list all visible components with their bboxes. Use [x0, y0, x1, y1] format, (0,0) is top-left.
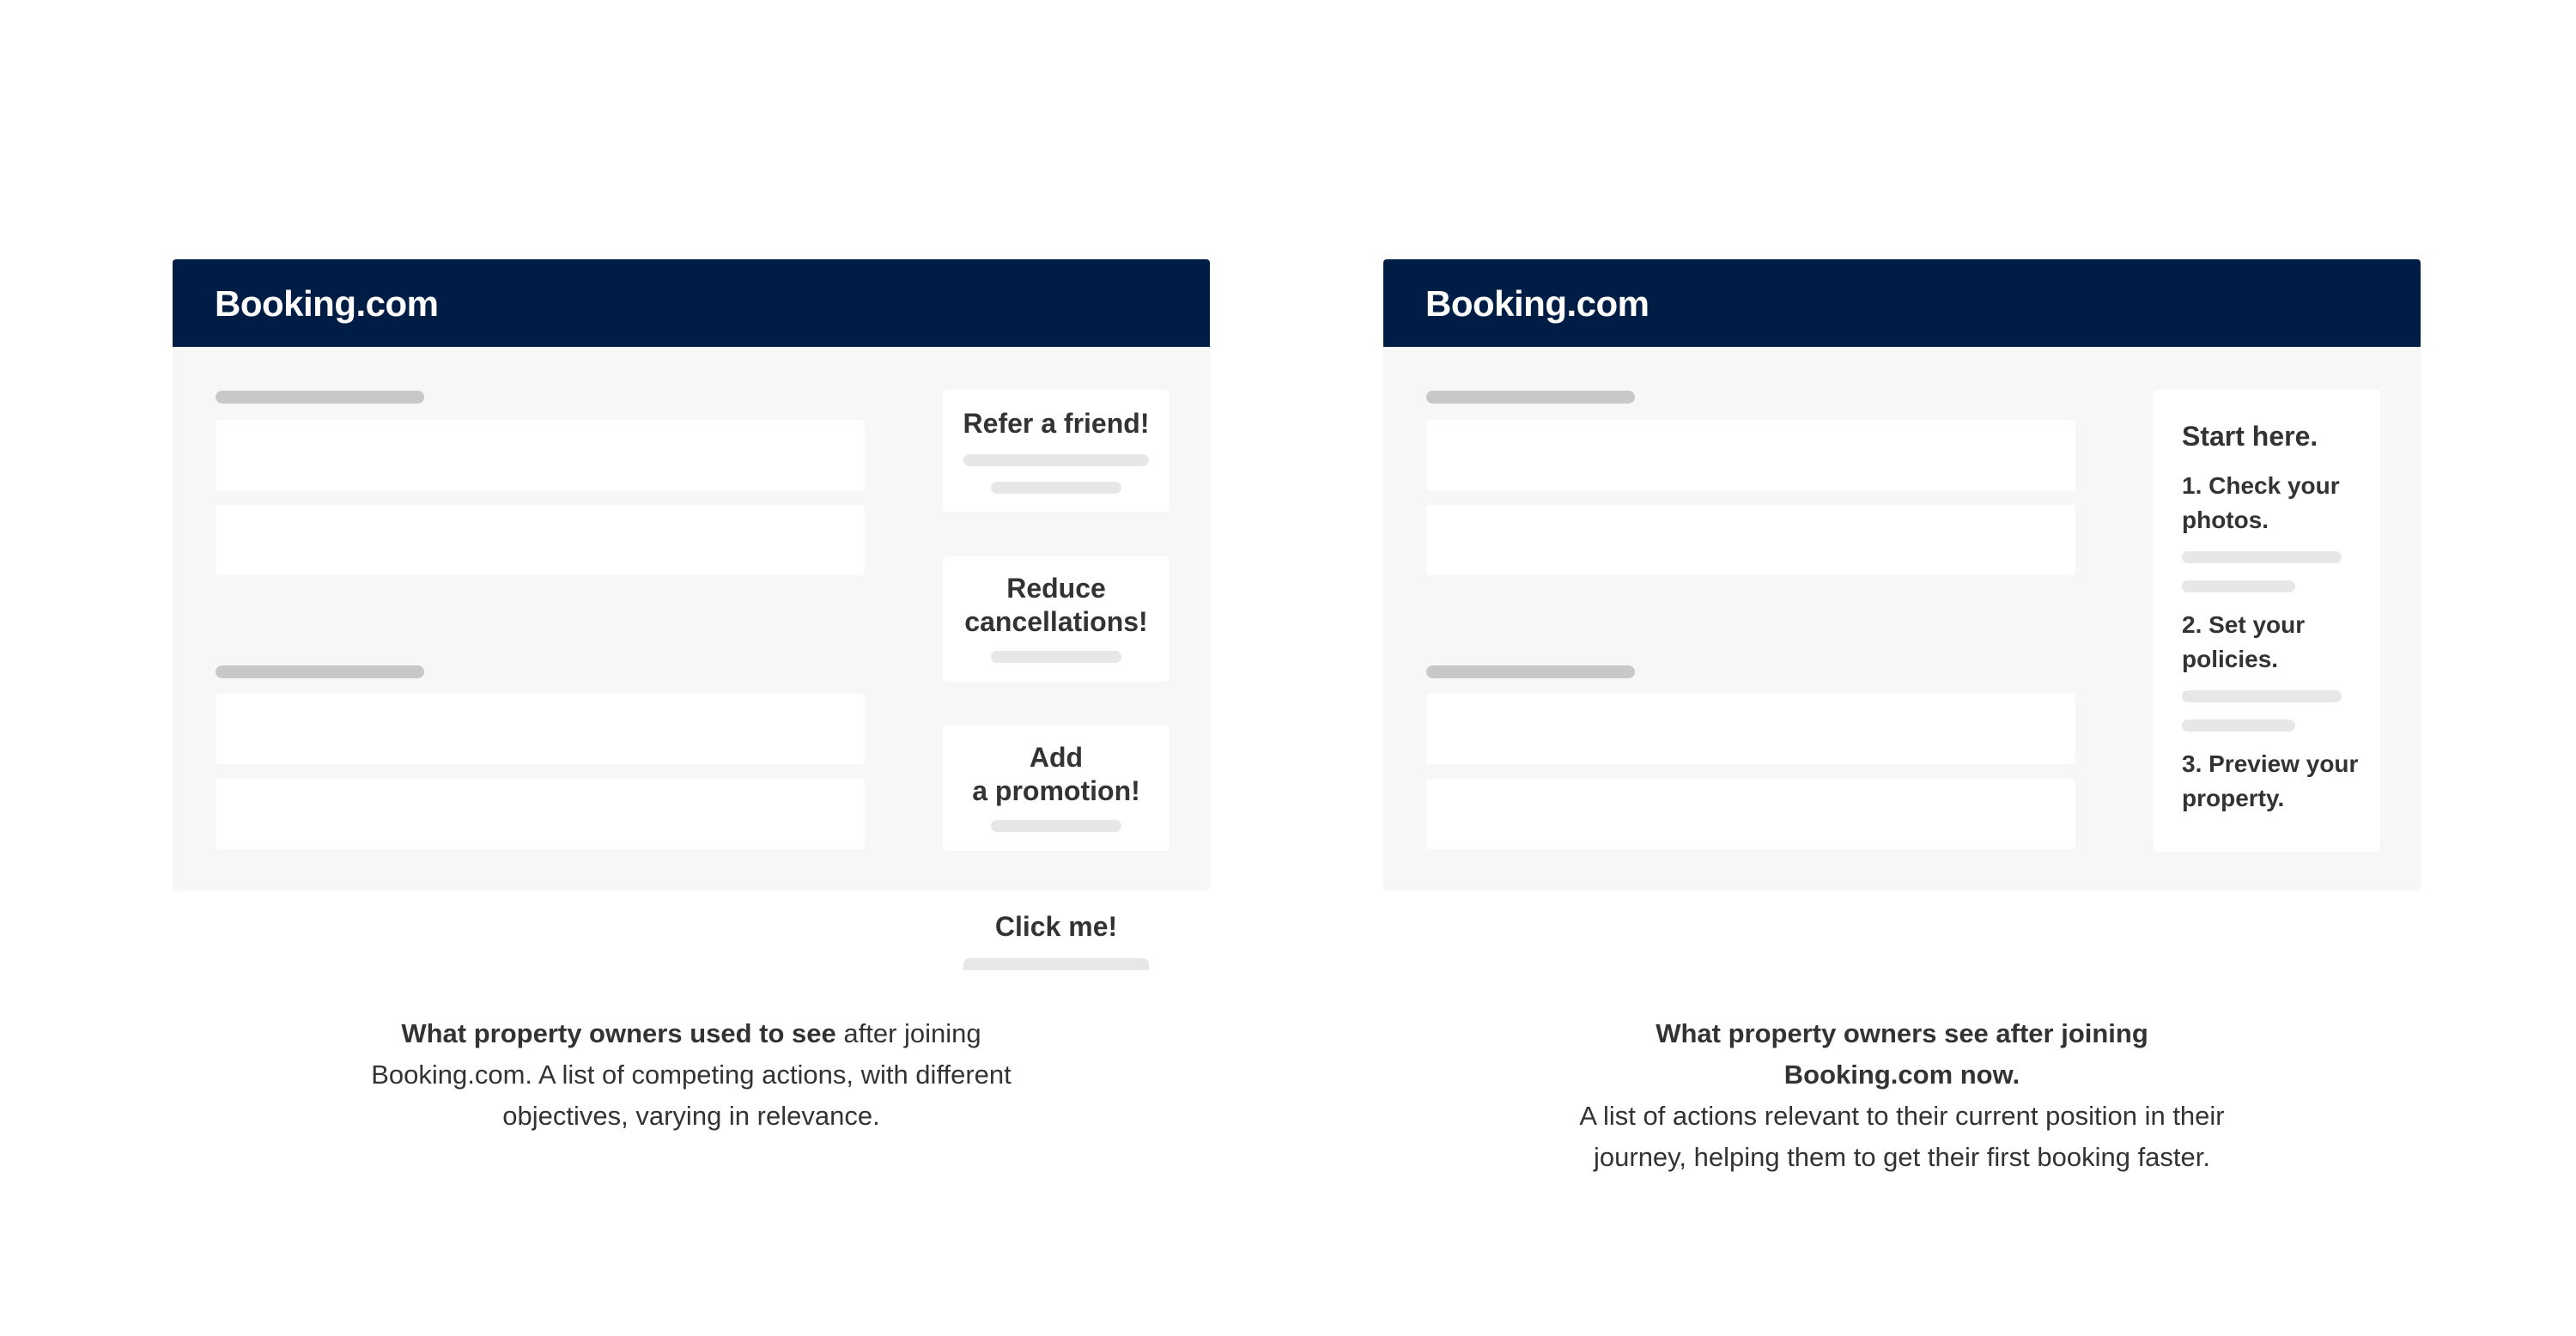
step-check-photos[interactable]	[2182, 469, 2371, 537]
section-heading-placeholder	[1426, 665, 1635, 678]
caption-text: A list of actions relevant to their current position in their journey, helping them to get their first booking faster.	[1579, 1101, 2225, 1172]
section-heading-placeholder	[216, 391, 424, 404]
content-row-placeholder	[216, 420, 865, 490]
text-placeholder	[991, 651, 1121, 663]
content-row-placeholder	[1426, 505, 2075, 575]
step-line: 2. Set your	[2182, 611, 2306, 638]
old-onboarding-mockup	[173, 259, 1210, 942]
caption-bold: What property owners see after joining Booking.com now.	[1656, 1018, 2148, 1090]
add-promotion-card[interactable]	[943, 726, 1170, 851]
card-title-line: cancellations!	[964, 606, 1148, 637]
reduce-cancellations-card[interactable]	[943, 556, 1170, 682]
step-set-policies[interactable]	[2182, 608, 2371, 677]
step-line: policies.	[2182, 646, 2279, 672]
content-row-placeholder	[1426, 420, 2075, 490]
section-heading-placeholder	[216, 665, 424, 678]
start-here-card	[2154, 390, 2380, 852]
booking-logo: Booking.com	[215, 283, 439, 324]
text-placeholder	[963, 454, 1149, 466]
content-row-placeholder	[1426, 779, 2075, 849]
card-title: Refer a friend!	[963, 408, 1150, 439]
step-line: 3. Preview your	[2182, 750, 2359, 777]
step-preview-property[interactable]	[2182, 747, 2371, 816]
text-placeholder	[2182, 580, 2295, 592]
start-here-title: Start here.	[2182, 421, 2318, 452]
old-caption	[365, 1013, 1018, 1137]
click-me-card[interactable]	[943, 895, 1170, 970]
content-row-placeholder	[1426, 694, 2075, 764]
step-line: 1. Check your	[2182, 472, 2340, 499]
header-bar	[173, 259, 1210, 347]
content-row-placeholder	[216, 779, 865, 849]
card-title-line: Add	[1029, 742, 1084, 773]
booking-logo: Booking.com	[1425, 283, 1649, 324]
new-onboarding-mockup	[1383, 259, 2421, 891]
new-caption	[1576, 1013, 2228, 1178]
section-heading-placeholder	[1426, 391, 1635, 404]
card-title-line: a promotion!	[972, 775, 1140, 806]
text-placeholder	[991, 820, 1121, 832]
text-placeholder	[2182, 551, 2342, 563]
step-line: photos.	[2182, 507, 2269, 533]
text-placeholder	[2182, 690, 2342, 702]
card-title-line: Reduce	[1006, 573, 1106, 604]
caption-text: after joining Booking.com. A list of competing actions, with different objectives, varying in relevance.	[371, 1018, 1012, 1131]
text-placeholder	[991, 482, 1121, 494]
content-row-placeholder	[216, 505, 865, 575]
text-placeholder	[2182, 720, 2295, 732]
card-title: Click me!	[994, 911, 1118, 942]
mockup-window	[1383, 259, 2421, 891]
content-row-placeholder	[216, 694, 865, 764]
refer-friend-card[interactable]	[943, 390, 1170, 512]
step-line: property.	[2182, 785, 2285, 811]
text-placeholder	[963, 958, 1149, 970]
caption-bold: What property owners used to see	[401, 1018, 836, 1048]
header-bar	[1383, 259, 2421, 347]
mockup-window	[173, 259, 1210, 942]
